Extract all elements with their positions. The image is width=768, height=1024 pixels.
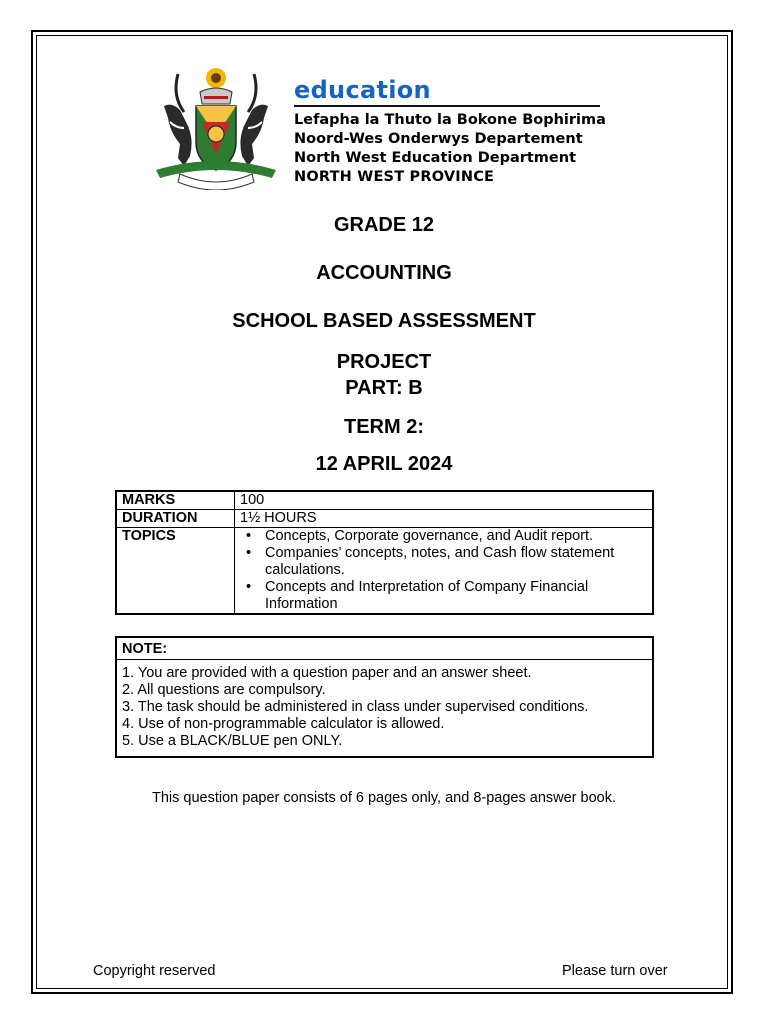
assessment-info-table: [115, 490, 654, 615]
duration-value: 1½ HOURS: [235, 510, 654, 528]
footer-copyright: Copyright reserved: [93, 963, 216, 979]
note-list: [117, 660, 652, 750]
note-title: NOTE:: [117, 638, 652, 660]
grade-heading: GRADE 12: [333, 214, 435, 236]
note-item: 5. Use a BLACK/BLUE pen ONLY.: [122, 733, 343, 749]
province-name: NORTH WEST PROVINCE: [294, 169, 495, 185]
marks-label: MARKS: [116, 491, 235, 510]
duration-row: [116, 510, 653, 528]
page-count-statement: This question paper consists of 6 pages only, and 8-pages answer book.: [151, 790, 616, 806]
topic-item: • Companies’ concepts, notes, and Cash flow statement calculations.: [240, 545, 647, 579]
topics-label: TOPICS: [116, 528, 235, 615]
topic-item: • Concepts and Interpretation of Company Financial Information: [240, 579, 647, 613]
dept-name-afrikaans: Noord-Wes Onderwys Departement: [294, 131, 583, 147]
marks-row: [116, 491, 653, 510]
topic-item: • Concepts, Corporate governance, and Audit report.: [240, 528, 647, 545]
part-heading: PART: B: [345, 377, 423, 399]
dept-name-english: North West Education Department: [294, 150, 577, 166]
footer-turn-over: Please turn over: [562, 963, 668, 979]
topics-row: [116, 528, 653, 615]
topics-cell: [235, 528, 654, 615]
term-heading: TERM 2:: [344, 416, 424, 438]
duration-label: DURATION: [116, 510, 235, 528]
note-item: 4. Use of non-programmable calculator is allowed.: [122, 716, 445, 732]
note-item: 2. All questions are compulsory.: [122, 682, 326, 698]
topics-list: [240, 528, 647, 613]
note-box: [115, 636, 654, 758]
assessment-heading: SCHOOL BASED ASSESSMENT: [232, 310, 536, 332]
project-heading: PROJECT: [336, 351, 432, 373]
education-title: education: [294, 76, 431, 104]
note-item: 1. You are provided with a question paper and an answer sheet.: [122, 665, 532, 681]
subject-heading: ACCOUNTING: [316, 262, 452, 284]
north-west-coat-of-arms-icon: [150, 66, 282, 190]
marks-value: 100: [235, 491, 654, 510]
date-heading: 12 APRIL 2024: [315, 453, 453, 475]
department-name-block: [294, 78, 604, 187]
note-item: 3. The task should be administered in class under supervised conditions.: [122, 699, 589, 715]
title-rule: [294, 105, 600, 107]
dept-name-tswana: Lefapha la Thuto la Bokone Bophirima: [294, 112, 606, 128]
